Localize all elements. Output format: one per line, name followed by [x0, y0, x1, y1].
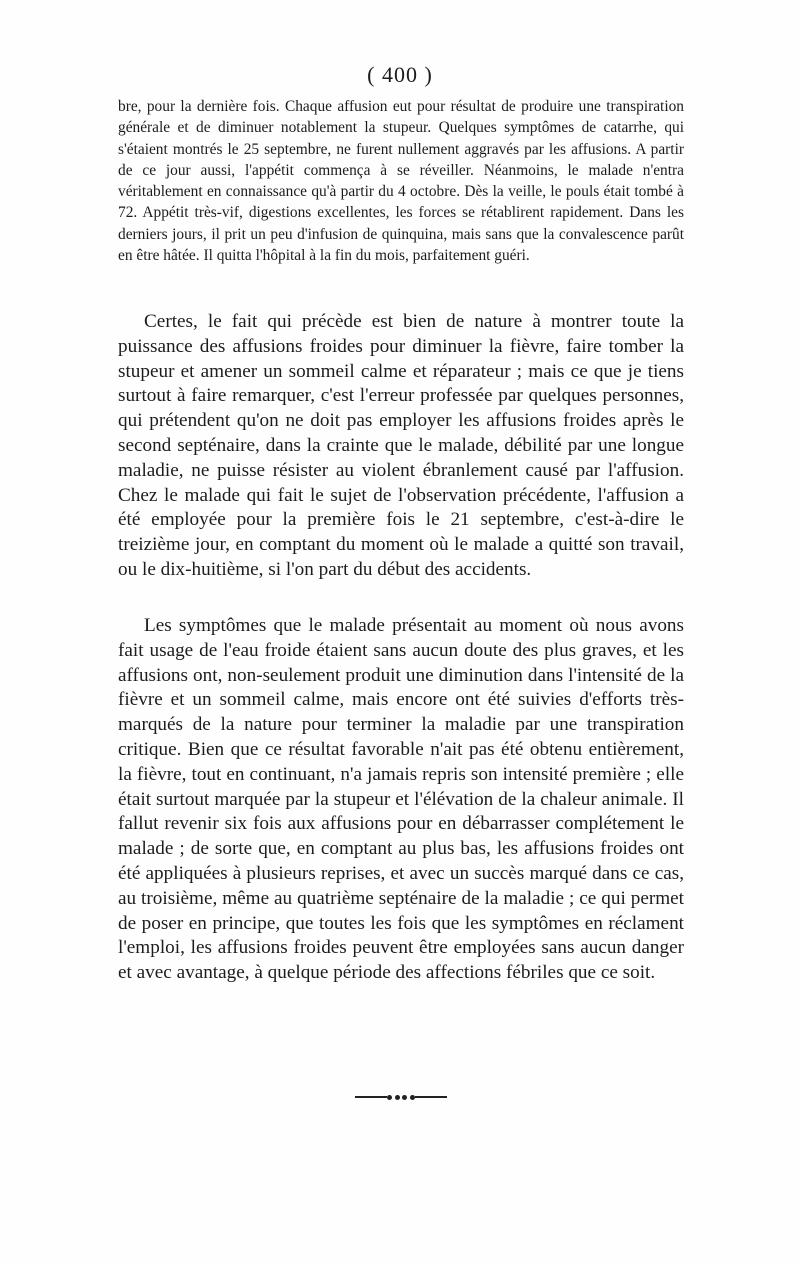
paragraph-conclusion: Les symptômes que le malade présentait au moment où nous avons fait usage de l'eau froide étaient sans aucun doute des plus graves, et les affusions ont, non-seulement produit une diminution dans l'intensité de la fièvre et un sommeil calme, mais encore ont été suivies d'efforts très-marqués de la nature pour terminer la maladie par une transpiration critique. Bien que ce résultat favorable n'ait pas été obtenu entièrement, la fièvre, tout en continuant, n'a jamais repris son intensité première ; elle était surtout marquée par la stupeur et l'élévation de la chaleur animale. Il fallut revenir six fois aux affusions pour en débarrasser complétement le malade ; de sorte que, en comptant au plus bas, les affusions froides ont été appliquées à plusieurs reprises, et avec un succès marqué dans ce cas, au troisième, même au quatrième septénaire de la maladie ; ce qui permet de poser en principe, que toutes les fois que les symptômes en réclament l'emploi, les affusions froides peuvent être employées sans aucun danger et avec avantage, à quelque période des affections fébriles que ce soit.: [118, 615, 684, 984]
rule-dots: [387, 1094, 415, 1100]
paragraph-commentary: Certes, le fait qui précède est bien de nature à montrer toute la puissance des affusions froides pour diminuer la fièvre, faire tomber la stupeur et amener un sommeil calme et réparateur ; mais ce que je tiens surtout à faire remarquer, c'est l'erreur professée par quelques personnes, qui prétendent qu'on ne doit pas employer les affusions froides après le second septénaire, dans la crainte que le malade, débilité par une longue maladie, ne puisse résister au violent ébranlement causé par l'affusion. Chez le malade qui fait le sujet de l'observation précédente, l'affusion a été employée pour la première fois le 21 septembre, c'est-à-dire le treizième jour, en comptant du moment où le malade a quitté son travail, ou le dix-huitième, si l'on part du début des accidents.: [118, 311, 684, 580]
rule-bar-left: [355, 1096, 387, 1098]
paragraph-case-report-end: bre, pour la dernière fois. Chaque affusion eut pour résultat de produire une transpiration générale et de diminuer notablement la stupeur. Quelques symptômes de catarrhe, qui s'étaient montrés le 25 septembre, ne furent nullement aggravés par les affusions. A partir de ce jour aussi, l'appétit commença à se réveiller. Néanmoins, le malade n'entra véritablement en connaissance qu'à partir du 4 octobre. Dès la veille, le pouls était tombé à 72. Appétit très-vif, digestions excellentes, les forces se rétablirent rapidement. Dans les derniers jours, il prit un peu d'infusion de quinquina, mais sans que la convalescence parût en être hâtée. Il quitta l'hôpital à la fin du mois, parfaitement guéri.: [118, 98, 684, 265]
rule-dot: [387, 1095, 392, 1100]
page-number: ( 400 ): [367, 62, 433, 87]
rule-dot: [395, 1095, 400, 1100]
rule-bar-right: [415, 1096, 447, 1098]
ornamental-rule: [355, 1095, 447, 1099]
rule-dot: [402, 1095, 407, 1100]
